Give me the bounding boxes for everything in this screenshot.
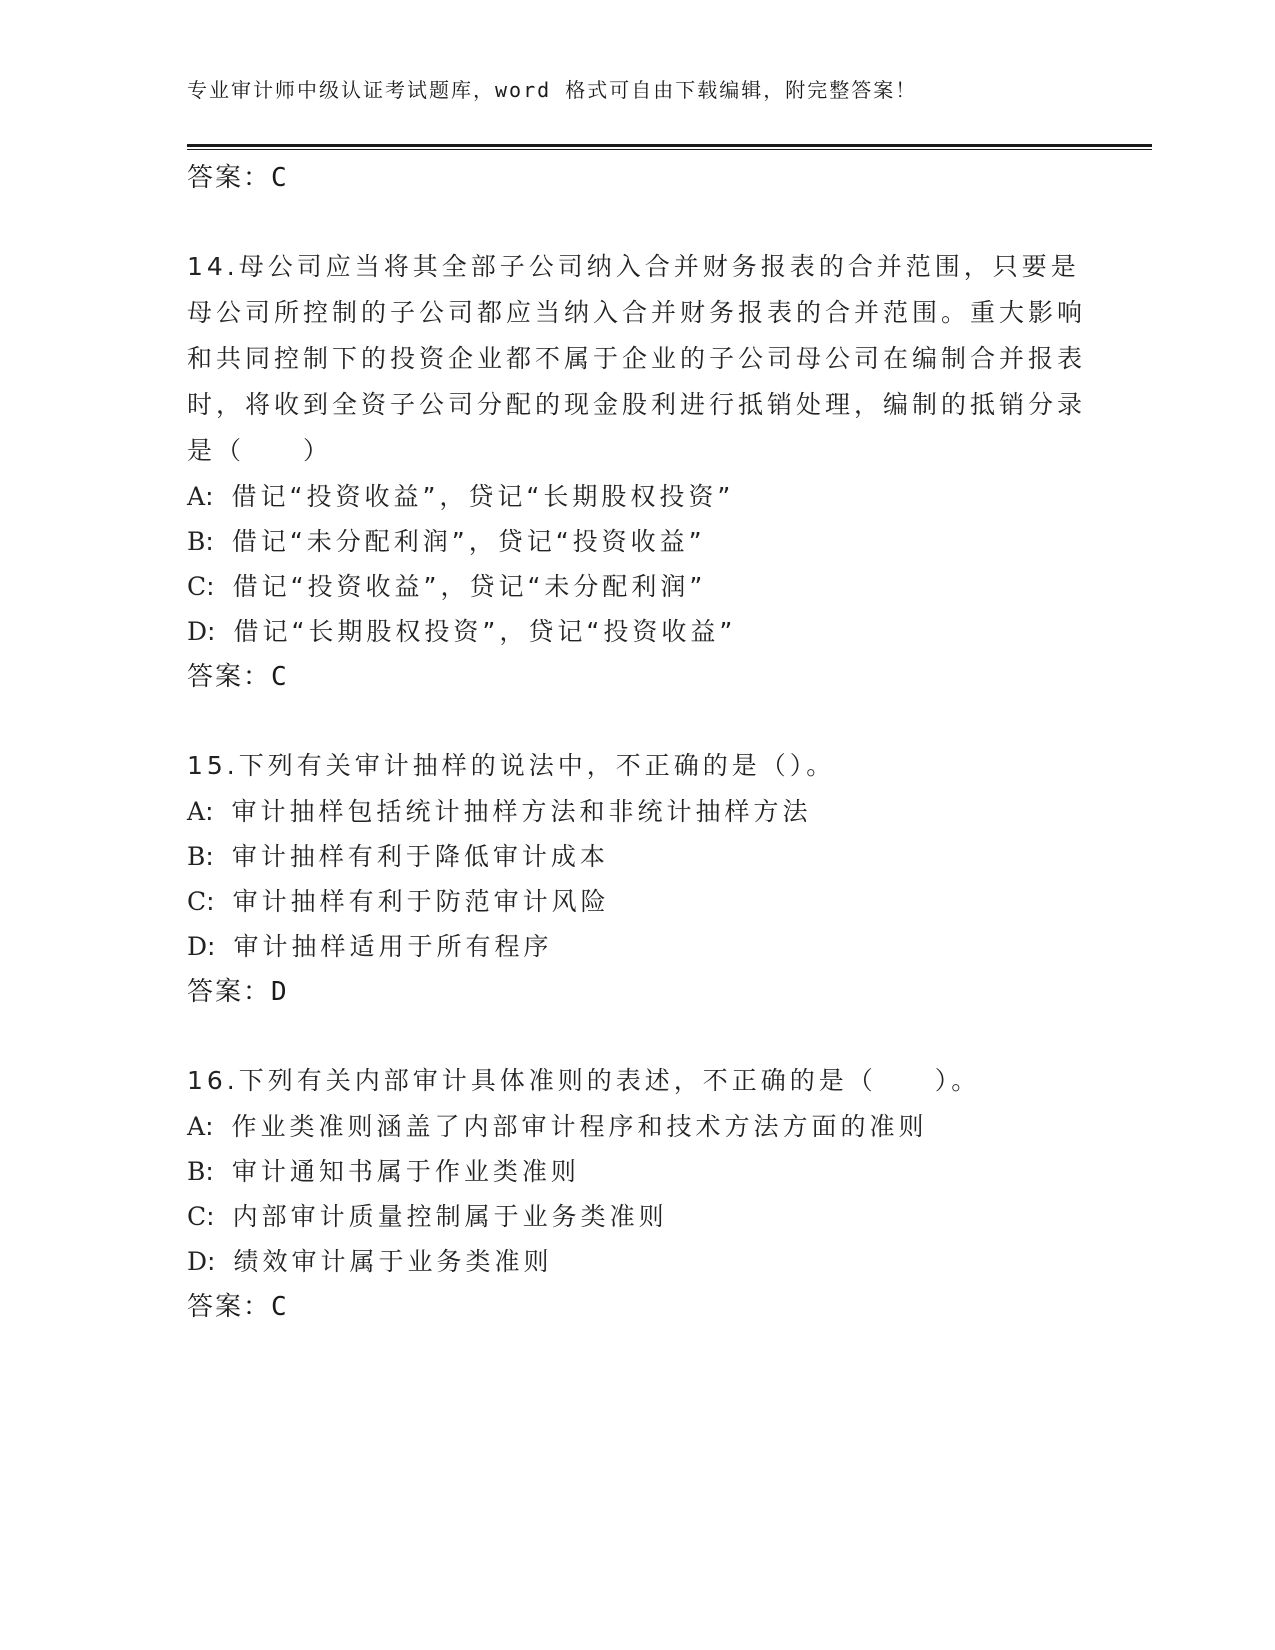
- question-text: [187, 1058, 1087, 1104]
- question-body: 母公司应当将其全部子公司纳入合并财务报表的合并范围，只要是母公司所控制的子公司都应当纳入合并财务报表的合并范围。重大影响和共同控制下的投资企业都不属于企业的子公司母公司在编制合并报表时，将收到全资子公司分配的现金股利进行抵销处理，编制的抵销分录是（ ）: [187, 252, 1087, 465]
- question-15: [187, 743, 1087, 1015]
- option-separator: :: [207, 932, 220, 961]
- option-a: [187, 1104, 1087, 1149]
- header-rule-thin: [187, 149, 1152, 150]
- option-text: 审计抽样有利于防范审计风险: [232, 887, 610, 916]
- header-note: 专业审计师中级认证考试题库，word 格式可自由下载编辑，附完整答案！: [187, 78, 918, 102]
- spacer: [187, 1015, 1087, 1058]
- option-separator: :: [205, 797, 218, 826]
- spacer: [187, 201, 1087, 244]
- option-a: [187, 789, 1087, 834]
- question-16: [187, 1058, 1087, 1330]
- question-text: [187, 244, 1087, 474]
- option-key: B: [187, 1157, 206, 1186]
- option-key: A: [187, 1112, 206, 1141]
- option-text: 内部审计质量控制属于业务类准则: [232, 1202, 668, 1231]
- option-key: A: [187, 797, 206, 826]
- option-c: [187, 1194, 1087, 1239]
- option-key: D: [187, 1247, 208, 1276]
- answer: 答案：C: [187, 662, 289, 692]
- question-14: [187, 244, 1087, 700]
- option-key: C: [187, 887, 207, 916]
- option-c: [187, 564, 1087, 609]
- answer: 答案：D: [187, 977, 289, 1007]
- previous-answer: 答案：C: [187, 163, 289, 193]
- option-text: 审计抽样有利于降低审计成本: [231, 842, 609, 871]
- option-d: [187, 924, 1087, 969]
- option-a: [187, 474, 1087, 519]
- option-text: 审计抽样包括统计抽样方法和非统计抽样方法: [231, 797, 812, 826]
- option-text: 借记“投资收益”，贷记“未分配利润”: [232, 572, 707, 601]
- question-number: 14.: [187, 252, 239, 281]
- question-number: 15.: [187, 751, 239, 780]
- question-body: 下列有关审计抽样的说法中，不正确的是（）。: [238, 751, 836, 780]
- option-key: D: [187, 932, 208, 961]
- option-separator: :: [205, 1157, 218, 1186]
- option-text: 借记“投资收益”，贷记“长期股权投资”: [231, 482, 735, 511]
- option-text: 审计通知书属于作业类准则: [231, 1157, 580, 1186]
- option-separator: :: [206, 572, 219, 601]
- option-b: [187, 834, 1087, 879]
- question-text: [187, 743, 1087, 789]
- option-text: 绩效审计属于业务类准则: [233, 1247, 553, 1276]
- question-body: 下列有关内部审计具体准则的表述，不正确的是（ ）。: [238, 1066, 981, 1095]
- option-text: 借记“未分配利润”，贷记“投资收益”: [231, 527, 706, 556]
- option-separator: :: [205, 527, 218, 556]
- option-b: [187, 1149, 1087, 1194]
- option-separator: :: [207, 617, 220, 646]
- option-text: 作业类准则涵盖了内部审计程序和技术方法方面的准则: [231, 1112, 928, 1141]
- option-key: B: [187, 527, 206, 556]
- option-separator: :: [207, 1247, 220, 1276]
- option-text: 借记“长期股权投资”，贷记“投资收益”: [233, 617, 737, 646]
- option-separator: :: [205, 482, 218, 511]
- option-separator: :: [206, 1202, 219, 1231]
- option-key: D: [187, 617, 208, 646]
- spacer: [187, 700, 1087, 743]
- answer: 答案：C: [187, 1292, 289, 1322]
- option-separator: :: [205, 1112, 218, 1141]
- option-d: [187, 609, 1087, 654]
- header-rule-thick: [187, 144, 1152, 147]
- option-b: [187, 519, 1087, 564]
- option-c: [187, 879, 1087, 924]
- option-separator: :: [206, 887, 219, 916]
- option-key: B: [187, 842, 206, 871]
- document-body: [187, 155, 1087, 1330]
- option-key: C: [187, 572, 207, 601]
- option-key: C: [187, 1202, 207, 1231]
- option-separator: :: [205, 842, 218, 871]
- option-key: A: [187, 482, 206, 511]
- option-d: [187, 1239, 1087, 1284]
- option-text: 审计抽样适用于所有程序: [233, 932, 553, 961]
- question-number: 16.: [187, 1066, 239, 1095]
